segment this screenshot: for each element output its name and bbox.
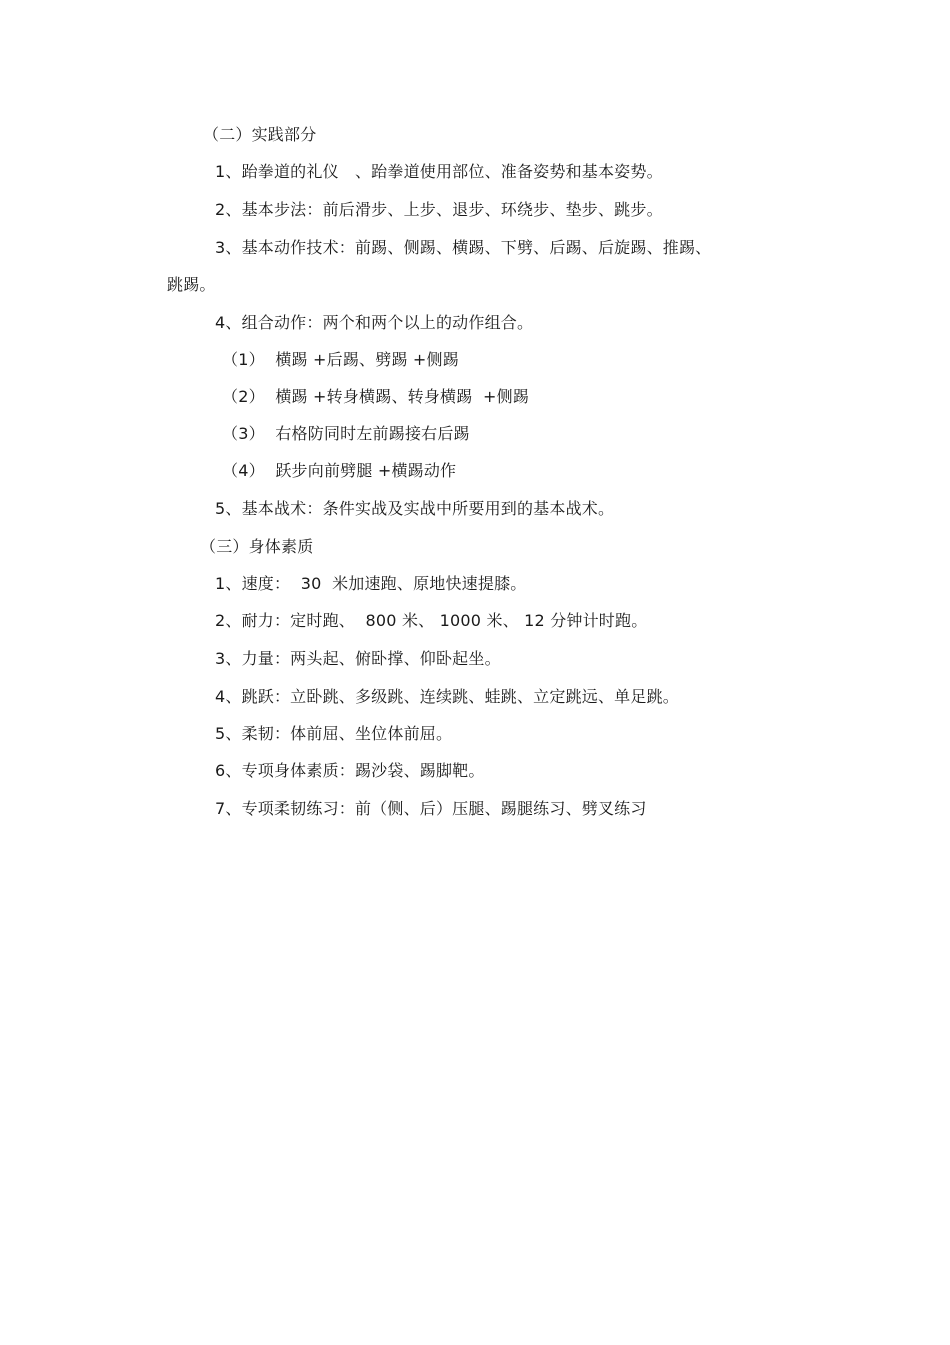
list-item: 4、组合动作：两个和两个以上的动作组合。	[215, 313, 534, 332]
section-heading-practice: （二）实践部分	[203, 125, 317, 144]
list-item: 5、基本战术：条件实战及实战中所要用到的基本战术。	[215, 499, 615, 518]
sub-list-item: （1） 横踢 +后踢、劈踢 +侧踢	[222, 350, 459, 369]
list-item: 7、专项柔韧练习：前（侧、后）压腿、踢腿练习、劈叉练习	[215, 799, 647, 818]
list-item: 3、力量：两头起、俯卧撑、仰卧起坐。	[215, 649, 501, 668]
list-item: 4、跳跃：立卧跳、多级跳、连续跳、蛙跳、立定跳远、单足跳。	[215, 687, 679, 706]
list-item: 2、耐力：定时跑、 800 米、 1000 米、 12 分钟计时跑。	[215, 611, 648, 630]
sub-list-item: （3） 右格防同时左前踢接右后踢	[222, 424, 470, 443]
sub-list-item: （2） 横踢 +转身横踢、转身横踢 +侧踢	[222, 387, 530, 406]
list-item: 6、专项身体素质：踢沙袋、踢脚靶。	[215, 761, 485, 780]
list-item-continuation: 跳踢。	[167, 275, 216, 294]
sub-list-item: （4） 跃步向前劈腿 +横踢动作	[222, 461, 457, 480]
list-item: 2、基本步法：前后滑步、上步、退步、环绕步、垫步、跳步。	[215, 200, 663, 219]
list-item: 3、基本动作技术：前踢、侧踢、横踢、下劈、后踢、后旋踢、推踢、	[215, 238, 712, 257]
list-item: 1、速度： 30 米加速跑、原地快速提膝。	[215, 574, 527, 593]
list-item: 5、柔韧：体前屈、坐位体前屈。	[215, 724, 453, 743]
list-item: 1、跆拳道的礼仪 、跆拳道使用部位、准备姿势和基本姿势。	[215, 162, 663, 181]
section-heading-fitness: （三）身体素质	[200, 537, 314, 556]
